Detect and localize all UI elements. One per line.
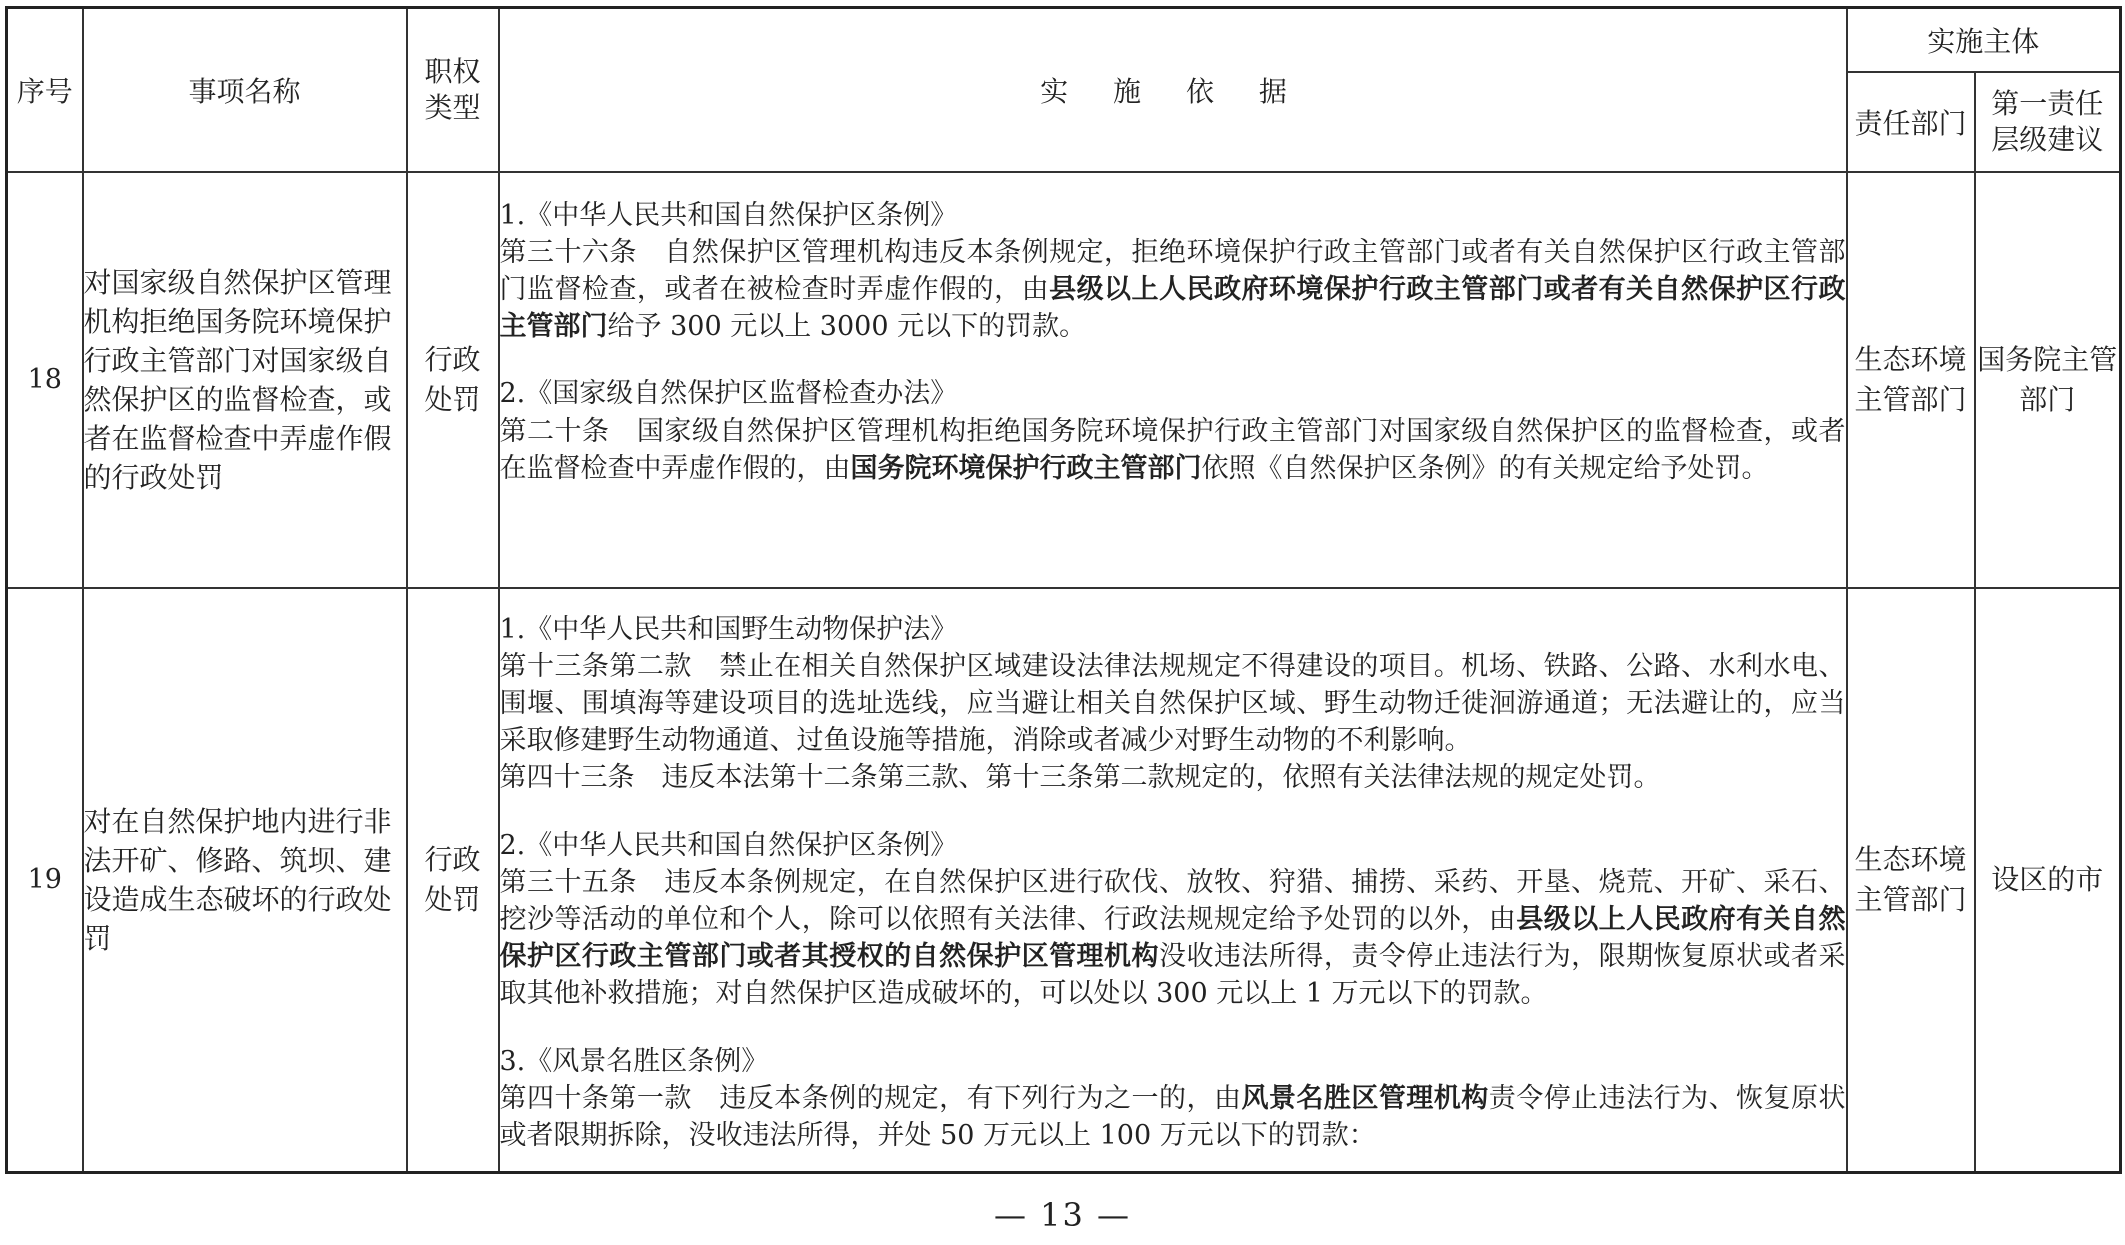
basis-title: 3.《风景名胜区条例》 [499, 1045, 769, 1077]
row-level: 设区的市 [1975, 588, 2121, 1173]
table-row [7, 588, 2121, 1173]
basis-article: 第四十三条 违反本法第十二条第三款、第十三条第二款规定的，依照有关法律法规的规定处罚。 [499, 762, 1661, 794]
basis-article: 第二十条 国家级自然保护区管理机构拒绝国务院环境保护行政主管部门对国家级自然保护区的监督检查，或者在监督检查中弄虚作假的，由国务院环境保护行政主管部门依照《自然保护区条例》的有关规定给予处罚。 [499, 415, 1846, 484]
header-level-line1: 第一责任 [1991, 86, 2104, 120]
basis-article: 第十三条第二款 禁止在相关自然保护区域建设法律法规规定不得建设的项目。机场、铁路、公路、水利水电、围堰、围填海等建设项目的选址选线，应当避让相关自然保护区域、野生动物迁徙洄游通道；无法避让的，应当采取修建野生动物通道、过鱼设施等措施，消除或者减少对野生动物的不利影响。 [499, 650, 1846, 757]
row-type-line2: 处罚 [424, 382, 481, 416]
enforcement-table [5, 6, 2122, 1174]
basis-title: 2.《中华人民共和国自然保护区条例》 [499, 829, 958, 861]
row-dept: 生态环境主管部门 [1847, 588, 1975, 1173]
row-basis [499, 172, 1847, 588]
basis-title: 1.《中华人民共和国野生动物保护法》 [499, 613, 958, 645]
row-type-line1: 行政 [424, 342, 481, 376]
row-dept: 生态环境主管部门 [1847, 172, 1975, 588]
row-type [407, 588, 499, 1173]
header-type-line2: 类型 [424, 90, 481, 124]
row-name: 对国家级自然保护区管理机构拒绝国务院环境保护行政主管部门对国家级自然保护区的监督检查，或者在监督检查中弄虚作假的行政处罚 [83, 172, 407, 588]
basis-article: 第三十六条 自然保护区管理机构违反本条例规定，拒绝环境保护行政主管部门或者有关自然保护区行政主管部门监督检查，或者在被检查时弄虚作假的，由县级以上人民政府环境保护行政主管部门或者有关自然保护区行政主管部门给予 300 元以上 3000 元以下的罚款。 [499, 236, 1846, 343]
basis-title: 1.《中华人民共和国自然保护区条例》 [499, 199, 958, 231]
header-name: 事项名称 [83, 8, 407, 172]
row-type [407, 172, 499, 588]
row-seq: 18 [7, 172, 83, 588]
page-number: — 13 — [993, 1196, 1132, 1234]
header-subject: 实施主体 [1847, 8, 2121, 72]
row-seq: 19 [7, 588, 83, 1173]
row-name: 对在自然保护地内进行非法开矿、修路、筑坝、建设造成生态破坏的行政处罚 [83, 588, 407, 1173]
basis-article: 第四十条第一款 违反本条例的规定，有下列行为之一的，由风景名胜区管理机构责令停止违法行为、恢复原状或者限期拆除，没收违法所得，并处 50 万元以上 100 万元以下的罚款： [499, 1082, 1846, 1151]
basis-article: 第三十五条 违反本条例规定，在自然保护区进行砍伐、放牧、狩猎、捕捞、采药、开垦、烧荒、开矿、采石、挖沙等活动的单位和个人，除可以依照有关法律、行政法规规定给予处罚的以外，由县级以上人民政府有关自然保护区行政主管部门或者其授权的自然保护区管理机构没收违法所得，责令停止违法行为，限期恢复原状或者采取其他补救措施；对自然保护区造成破坏的，可以处以 300 元以上 1 万元以下的罚款。 [499, 866, 1846, 1010]
header-level-line2: 层级建议 [1991, 122, 2104, 156]
header-basis: 实 施 依 据 [499, 8, 1847, 172]
row-type-line1: 行政 [424, 842, 481, 876]
header-type [407, 8, 499, 172]
row-basis [499, 588, 1847, 1173]
header-dept: 责任部门 [1847, 72, 1975, 172]
header-seq: 序号 [7, 8, 83, 172]
row-type-line2: 处罚 [424, 882, 481, 916]
header-level [1975, 72, 2121, 172]
basis-title: 2.《国家级自然保护区监督检查办法》 [499, 378, 958, 410]
header-type-line1: 职权 [424, 54, 481, 88]
row-level: 国务院主管部门 [1975, 172, 2121, 588]
table-row [7, 172, 2121, 588]
